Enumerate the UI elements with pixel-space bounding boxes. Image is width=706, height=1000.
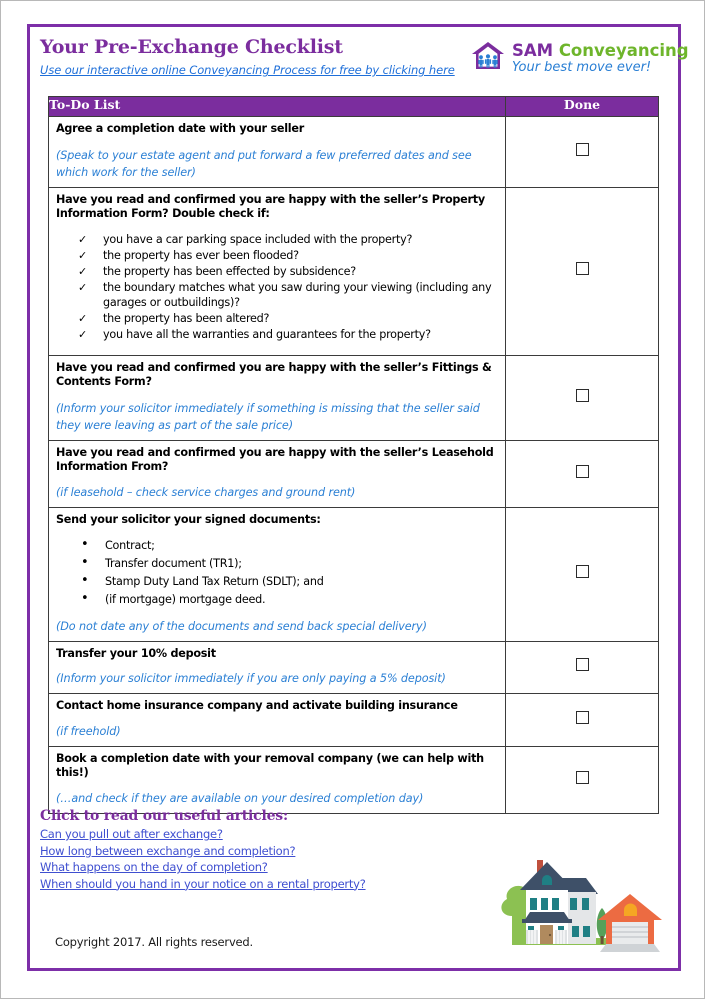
list-item bbox=[56, 573, 497, 591]
task-note: (if leasehold – check service charges and ground rent) bbox=[56, 485, 356, 499]
table-row bbox=[49, 641, 659, 694]
task-title: Contact home insurance company and activate building insurance bbox=[56, 699, 458, 712]
done-checkbox[interactable] bbox=[576, 262, 589, 275]
task-title: Transfer your 10% deposit bbox=[56, 646, 216, 660]
page-title: Your Pre-Exchange Checklist bbox=[40, 36, 343, 58]
task-note: (Inform your solicitor immediately if you are only paying a 5% deposit) bbox=[56, 672, 446, 685]
task-title: Book a completion date with your removal company (we can help with this!) bbox=[56, 751, 484, 779]
task-note: (…and check if they are available on your desired completion day) bbox=[56, 791, 424, 805]
done-cell bbox=[506, 440, 659, 507]
check-mark-icon: ✓ bbox=[78, 232, 87, 246]
task-note: (if freehold) bbox=[56, 724, 121, 738]
article-link[interactable]: How long between exchange and completion? bbox=[40, 843, 296, 858]
article-link[interactable]: What happens on the day of completion? bbox=[40, 860, 268, 874]
article-link[interactable]: Can you pull out after exchange? bbox=[40, 827, 223, 841]
task-title: Send your solicitor your signed documents: bbox=[56, 512, 321, 526]
copyright-text: Copyright 2017. All rights reserved. bbox=[55, 935, 253, 949]
list-item bbox=[56, 311, 497, 327]
conveyancing-process-link[interactable]: Use our interactive online Conveyancing Process for free by clicking here bbox=[40, 63, 455, 77]
column-header-done: Done bbox=[506, 97, 659, 117]
task-title: Agree a completion date with your seller bbox=[56, 122, 304, 135]
table-row bbox=[49, 187, 659, 355]
task-title: Have you read and confirmed you are happy with the seller’s Property Information Form? Double check if: bbox=[56, 192, 485, 220]
done-cell bbox=[506, 187, 659, 355]
task-cell bbox=[49, 641, 506, 694]
check-mark-icon: ✓ bbox=[78, 280, 87, 294]
logo-name-sam: SAM bbox=[512, 40, 554, 60]
list-item-label: Transfer document (TR1); bbox=[105, 557, 242, 570]
done-checkbox[interactable] bbox=[576, 465, 589, 478]
bullet-icon: • bbox=[81, 573, 89, 588]
list-item bbox=[56, 264, 497, 280]
check-mark-icon: ✓ bbox=[78, 248, 87, 262]
table-row bbox=[49, 440, 659, 507]
task-cell bbox=[49, 694, 506, 747]
done-cell bbox=[506, 746, 659, 813]
task-cell bbox=[49, 507, 506, 641]
bullet-icon: • bbox=[81, 537, 89, 552]
article-link[interactable]: When should you hand in your notice on a rental property? bbox=[40, 876, 366, 891]
list-item-label: the property has been altered? bbox=[103, 312, 270, 325]
list-item bbox=[56, 248, 497, 264]
done-checkbox[interactable] bbox=[576, 389, 589, 402]
done-checkbox[interactable] bbox=[576, 565, 589, 578]
list-item-label: the boundary matches what you saw during your viewing (including any garages or outbuildings)? bbox=[103, 280, 492, 309]
task-title: Have you read and confirmed you are happy with the seller’s Leasehold Information From? bbox=[56, 445, 494, 473]
list-item bbox=[56, 591, 497, 609]
task-note: (Do not date any of the documents and send back special delivery) bbox=[56, 619, 427, 633]
articles-heading: Click to read our useful articles: bbox=[40, 808, 288, 824]
task-sublist bbox=[56, 232, 497, 343]
list-item-label: you have all the warranties and guarantees for the property? bbox=[103, 328, 431, 341]
check-mark-icon: ✓ bbox=[78, 312, 87, 325]
house-family-logo-icon bbox=[470, 40, 506, 77]
list-item-label: (if mortgage) mortgage deed. bbox=[105, 593, 266, 606]
table-row bbox=[49, 507, 659, 641]
list-item-label: Contract; bbox=[105, 539, 155, 552]
done-cell bbox=[506, 355, 659, 440]
table-row bbox=[49, 694, 659, 747]
task-sublist bbox=[56, 537, 497, 609]
done-cell bbox=[506, 694, 659, 747]
task-cell bbox=[49, 440, 506, 507]
table-row bbox=[49, 746, 659, 813]
list-item bbox=[56, 232, 497, 248]
task-title: Have you read and confirmed you are happy with the seller’s Fittings & Contents Form? bbox=[56, 360, 492, 388]
list-item-label: the property has ever been flooded? bbox=[103, 248, 299, 262]
list-item bbox=[56, 555, 497, 573]
houses-illustration bbox=[494, 848, 664, 956]
list-item bbox=[56, 537, 497, 555]
done-checkbox[interactable] bbox=[576, 711, 589, 724]
list-item-label: you have a car parking space included with the property? bbox=[103, 232, 413, 246]
task-cell bbox=[49, 117, 506, 188]
checklist-table bbox=[48, 96, 659, 814]
bullet-icon: • bbox=[81, 555, 89, 570]
task-note: (Speak to your estate agent and put forward a few preferred dates and see which work for the seller) bbox=[56, 148, 472, 179]
list-item-label: Stamp Duty Land Tax Return (SDLT); and bbox=[105, 575, 324, 588]
done-cell bbox=[506, 641, 659, 694]
list-item bbox=[56, 280, 497, 311]
done-checkbox[interactable] bbox=[576, 771, 589, 784]
useful-articles-section bbox=[40, 808, 460, 892]
logo-name-conveyancing: Conveyancing bbox=[558, 40, 689, 60]
list-item bbox=[56, 327, 497, 343]
check-mark-icon: ✓ bbox=[78, 328, 87, 341]
task-note: (Inform your solicitor immediately if something is missing that the seller said they were leaving as part of the sale price) bbox=[56, 401, 480, 432]
task-cell bbox=[49, 187, 506, 355]
table-row bbox=[49, 355, 659, 440]
task-cell bbox=[49, 355, 506, 440]
list-item-label: the property has been effected by subsidence? bbox=[103, 264, 356, 278]
done-cell bbox=[506, 507, 659, 641]
done-checkbox[interactable] bbox=[576, 658, 589, 671]
column-header-todo: To-Do List bbox=[49, 97, 506, 117]
done-cell bbox=[506, 117, 659, 188]
table-header-row bbox=[49, 97, 659, 117]
check-mark-icon: ✓ bbox=[78, 264, 87, 278]
bullet-icon: • bbox=[81, 591, 89, 606]
sam-conveyancing-logo bbox=[470, 40, 689, 77]
task-cell bbox=[49, 746, 506, 813]
table-row bbox=[49, 117, 659, 188]
logo-tagline: Your best move ever! bbox=[512, 60, 652, 76]
done-checkbox[interactable] bbox=[576, 143, 589, 156]
